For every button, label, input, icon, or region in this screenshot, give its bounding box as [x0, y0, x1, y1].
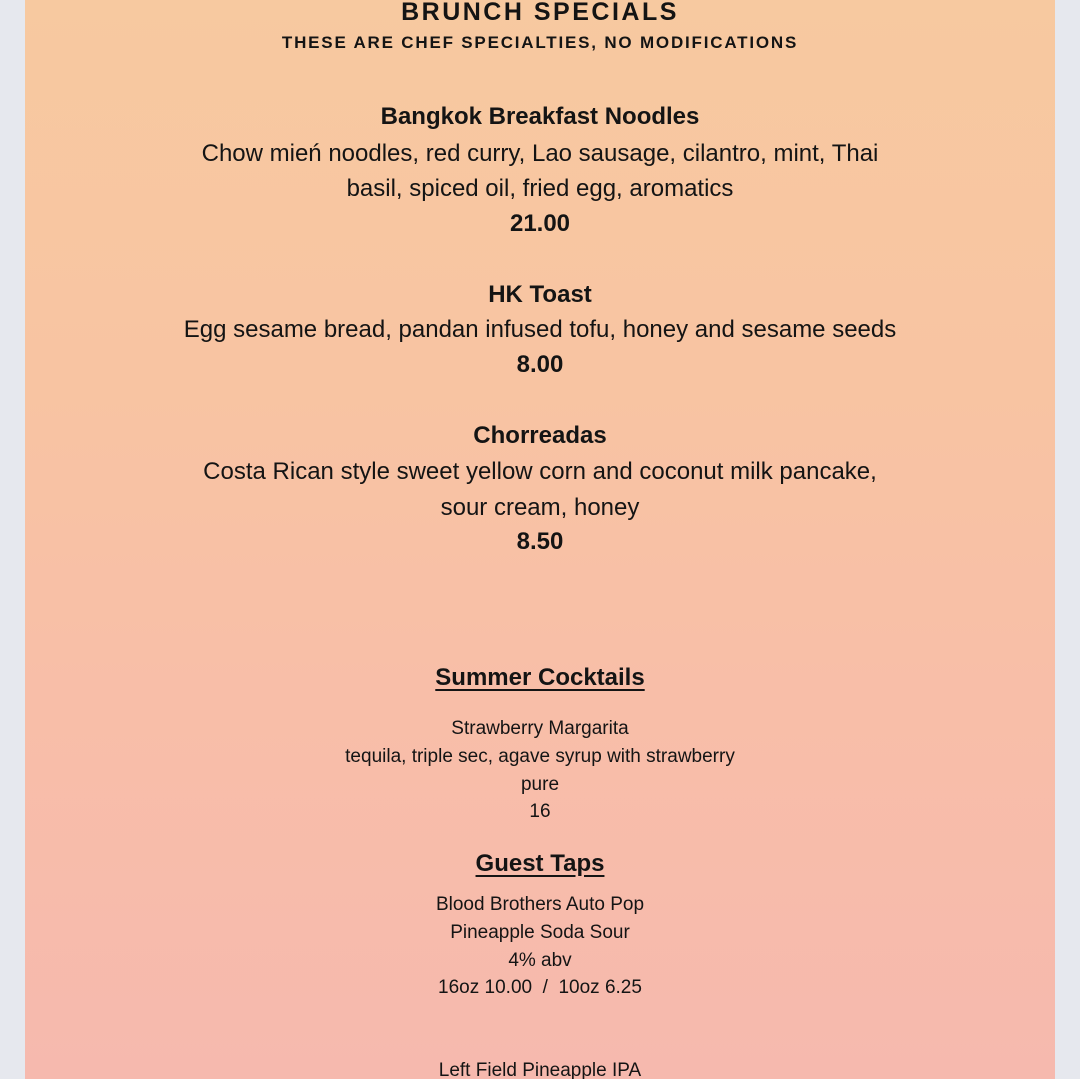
dish-name-hk-toast: HK Toast — [488, 281, 592, 308]
tap-item-line: Blood Brothers Auto Pop — [435, 894, 645, 915]
tap-item-line: 4% abv — [508, 950, 572, 971]
cocktail-price: 16 — [529, 801, 551, 822]
cocktail-name: Strawberry Margarita — [451, 718, 629, 739]
dish-description-line: Chow mień noodles, red curry, Lao sausage, cilantro, mint, Thai — [201, 140, 879, 167]
dish-description-line: Costa Rican style sweet yellow corn and coconut milk pancake, — [203, 458, 877, 485]
section-title-summer-cocktails: Summer Cocktails — [435, 664, 645, 691]
dish-name-chorreadas: Chorreadas — [473, 422, 607, 449]
menu-title: BRUNCH SPECIALS — [401, 0, 679, 26]
menu-subtitle: THESE ARE CHEF SPECIALTIES, NO MODIFICATIONS — [281, 33, 799, 52]
dish-name-bangkok-noodles: Bangkok Breakfast Noodles — [380, 103, 700, 130]
tap-item-line: 16oz 10.00 / 10oz 6.25 — [438, 977, 642, 998]
tap-item-line: Left Field Pineapple IPA — [438, 1060, 642, 1079]
cocktail-description-line: pure — [520, 774, 560, 795]
dish-description-line: Egg sesame bread, pandan infused tofu, honey and sesame seeds — [183, 316, 897, 343]
tap-item-line: Pineapple Soda Sour — [450, 922, 630, 943]
menu-page — [25, 0, 1055, 1079]
dish-price: 21.00 — [509, 210, 571, 237]
dish-price: 8.50 — [516, 528, 564, 555]
dish-description-line: basil, spiced oil, fried egg, aromatics — [346, 175, 734, 202]
section-title-guest-taps: Guest Taps — [475, 850, 605, 877]
dish-description-line: sour cream, honey — [440, 494, 640, 521]
dish-price: 8.00 — [516, 351, 564, 378]
cocktail-description-line: tequila, triple sec, agave syrup with strawberry — [345, 746, 735, 767]
